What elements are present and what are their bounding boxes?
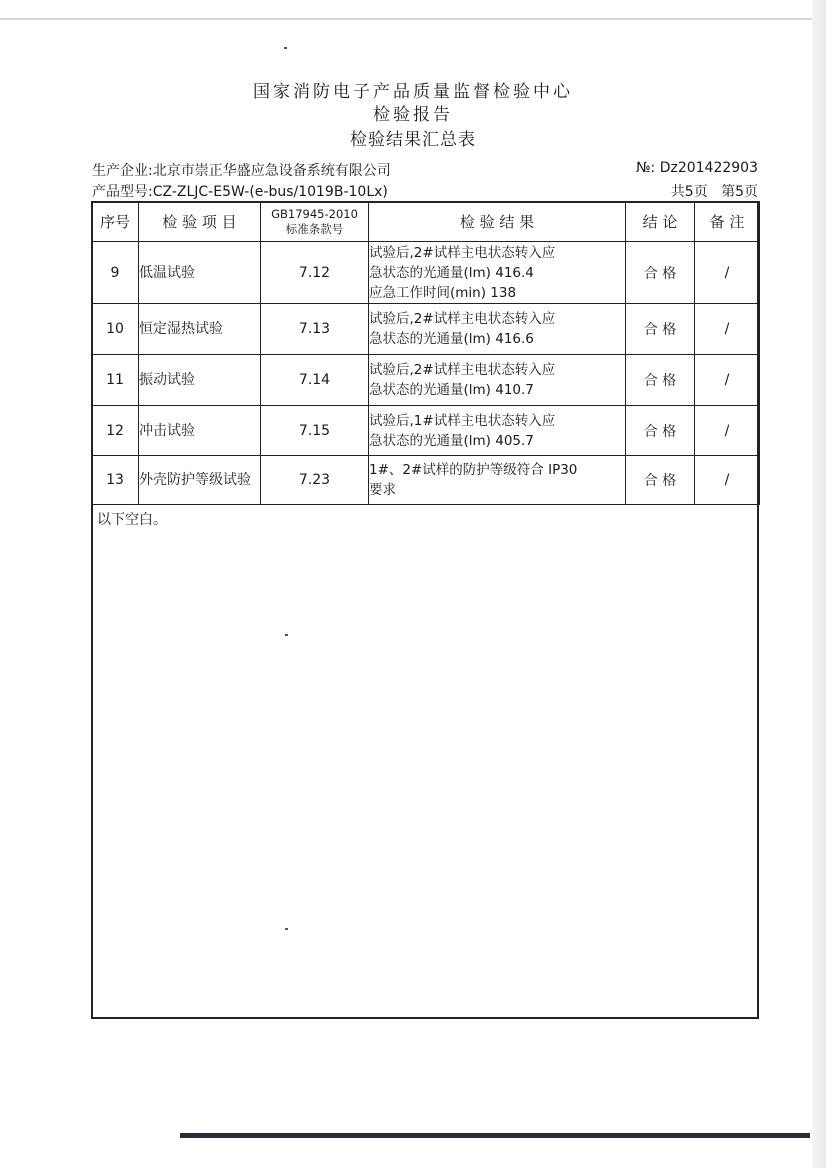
row-clause: 7.13	[261, 304, 369, 355]
row-result	[369, 406, 626, 456]
row-conclusion: 合 格	[626, 304, 695, 355]
model-line	[92, 181, 388, 201]
col-seq: 序号	[92, 202, 139, 242]
table-row	[92, 355, 760, 406]
col-standard	[261, 202, 369, 242]
row-remark: /	[695, 456, 760, 505]
col-remark: 备 注	[695, 202, 760, 242]
col-standard-code: GB17945-2010	[271, 206, 358, 221]
current-page: 第5页	[721, 184, 758, 200]
result-line: 应急工作时间(min) 138	[369, 284, 517, 301]
report-number	[636, 160, 758, 176]
manufacturer-line	[92, 160, 391, 180]
report-no-value: Dz201422903	[659, 160, 758, 176]
col-conclusion: 结 论	[626, 202, 695, 242]
col-result: 检 验 结 果	[369, 202, 626, 242]
row-seq: 9	[92, 242, 139, 304]
row-item: 振动试验	[139, 355, 261, 406]
result-line: 要求	[369, 482, 396, 498]
result-line: 试验后,1#试样主电状态转入应	[369, 412, 556, 429]
row-seq: 11	[92, 355, 139, 406]
row-result	[369, 304, 626, 355]
row-conclusion: 合 格	[626, 355, 695, 406]
row-clause: 7.14	[261, 355, 369, 406]
table-row	[92, 406, 760, 456]
row-remark: /	[695, 242, 760, 304]
page-info	[671, 181, 758, 201]
results-table	[91, 201, 760, 505]
row-conclusion: 合 格	[626, 406, 695, 456]
row-result	[369, 242, 626, 304]
row-remark: /	[695, 304, 760, 355]
model-label: 产品型号:	[92, 184, 153, 200]
row-item: 外壳防护等级试验	[139, 456, 261, 505]
row-remark: /	[695, 355, 760, 406]
report-no-label: №:	[635, 160, 656, 176]
result-line: 试验后,2#试样主电状态转入应	[369, 311, 556, 327]
blank-note: 以下空白。	[97, 512, 167, 528]
result-line: 急状态的光通量(lm) 405.7	[369, 432, 534, 449]
row-clause: 7.15	[261, 406, 369, 456]
result-line: 试验后,2#试样主电状态转入应	[369, 244, 556, 261]
scan-edge-right	[812, 0, 826, 1168]
manufacturer-value: 北京市崇正华盛应急设备系统有限公司	[152, 163, 391, 179]
row-conclusion: 合 格	[626, 242, 695, 304]
row-clause: 7.12	[261, 242, 369, 304]
result-line: 急状态的光通量(lm) 416.6	[369, 331, 534, 347]
row-seq: 13	[92, 456, 139, 505]
table-title: 检验结果汇总表	[350, 130, 476, 150]
row-conclusion: 合 格	[626, 456, 695, 505]
model-value: CZ-ZLJC-E5W-(e-bus/1019B-10Lx)	[152, 184, 388, 200]
row-clause: 7.23	[261, 456, 369, 505]
col-item: 检 验 项 目	[139, 202, 261, 242]
row-item: 低温试验	[139, 242, 261, 304]
row-seq: 12	[92, 406, 139, 456]
table-header-row	[92, 202, 760, 242]
center-name: 国家消防电子产品质量监督检验中心	[253, 82, 573, 102]
row-item: 冲击试验	[139, 406, 261, 456]
manufacturer-label: 生产企业:	[92, 163, 153, 179]
result-line: 急状态的光通量(lm) 410.7	[369, 382, 534, 398]
row-seq: 10	[92, 304, 139, 355]
result-line: 急状态的光通量(lm) 416.4	[369, 264, 534, 281]
total-pages: 共5页	[670, 184, 708, 200]
result-line: 1#、2#试样的防护等级符合 IP30	[369, 462, 578, 478]
report-title: 检验报告	[373, 105, 453, 125]
table-row	[92, 242, 760, 304]
table-row	[92, 304, 760, 355]
scan-edge-bottom	[180, 1133, 810, 1138]
row-remark: /	[695, 406, 760, 456]
result-line: 试验后,2#试样主电状态转入应	[369, 362, 556, 378]
row-result	[369, 355, 626, 406]
table-row	[92, 456, 760, 505]
scan-speck	[284, 47, 287, 49]
scan-edge-top	[0, 18, 826, 20]
row-item: 恒定湿热试验	[139, 304, 261, 355]
row-result	[369, 456, 626, 505]
col-standard-label: 标准条款号	[285, 221, 344, 236]
